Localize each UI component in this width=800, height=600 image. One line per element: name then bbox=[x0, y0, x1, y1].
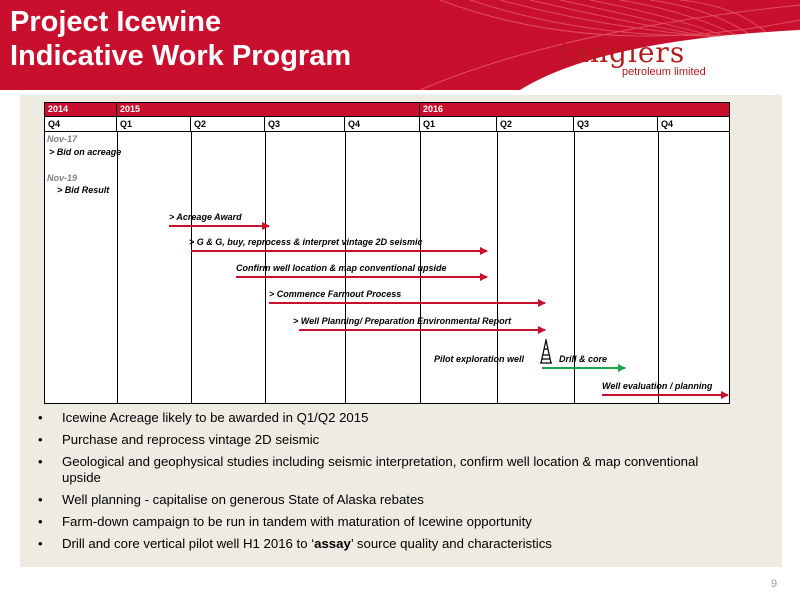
quarter-label: Q2 bbox=[191, 117, 265, 131]
quarter-label: Q4 bbox=[661, 119, 674, 129]
quarter-label: Q2 bbox=[497, 117, 574, 131]
year-label: 2014 bbox=[45, 103, 117, 116]
year-label: 2015 bbox=[117, 103, 420, 116]
bullet-marker: • bbox=[38, 514, 43, 529]
milestone-label: > Bid Result bbox=[57, 185, 110, 195]
bullet-item: • Geological and geophysical studies including seismic interpretation, confirm well location & map conventional upside bbox=[38, 454, 699, 485]
bullet-marker: • bbox=[38, 492, 43, 507]
bullet-item: • Purchase and reprocess vintage 2D seismic bbox=[38, 432, 320, 447]
task-label: Confirm well location & map conventional upside bbox=[236, 263, 447, 273]
gantt-arrows bbox=[45, 103, 731, 405]
company-logo-subtitle: petroleum limited bbox=[622, 66, 706, 78]
task-label: Drill & core bbox=[559, 354, 608, 364]
bullet-marker: • bbox=[38, 536, 43, 551]
emphasis-assay: assay bbox=[314, 536, 351, 551]
year-label: 2016 bbox=[423, 104, 444, 114]
bullet-item: • Icewine Acreage likely to be awarded in Q1/Q2 2015 bbox=[38, 410, 369, 425]
slide-title-line2: Indicative Work Program bbox=[10, 40, 352, 72]
task-label: Well evaluation / planning bbox=[602, 381, 713, 391]
bullet-item: • Well planning - capitalise on generous State of Alaska rebates bbox=[38, 492, 424, 507]
task-label: > Well Planning/ Preparation Environmental Report bbox=[293, 316, 512, 326]
quarter-label: Q3 bbox=[574, 117, 658, 131]
task-label: > Acreage Award bbox=[169, 212, 242, 222]
milestone-date: Nov-17 bbox=[47, 134, 78, 144]
quarter-label: Q1 bbox=[117, 117, 191, 131]
bullet-marker: • bbox=[38, 410, 43, 425]
task-label: > G & G, buy, reprocess & interpret vintage 2D seismic bbox=[189, 237, 423, 247]
bullet-marker: • bbox=[38, 454, 43, 469]
quarter-label: Q1 bbox=[420, 117, 497, 131]
slide-title-line1: Project Icewine bbox=[10, 6, 222, 38]
page-number: 9 bbox=[771, 578, 778, 590]
bullet-list bbox=[38, 410, 738, 558]
task-label: > Commence Farmout Process bbox=[269, 289, 402, 299]
milestone-date: Nov-19 bbox=[47, 173, 78, 183]
bullet-item: • Farm-down campaign to be run in tandem with maturation of Icewine opportunity bbox=[38, 514, 532, 529]
quarter-label: Q3 bbox=[265, 117, 345, 131]
bullet-marker: • bbox=[38, 432, 43, 447]
company-logo-wordmark: tangiers bbox=[560, 36, 686, 69]
gantt-chart bbox=[44, 102, 730, 404]
quarter-label: Q4 bbox=[45, 117, 117, 131]
bullet-item: • Drill and core vertical pilot well H1 2016 to ‘assay’ source quality and characteristics bbox=[38, 536, 552, 551]
task-label: Pilot exploration well bbox=[434, 354, 525, 364]
quarter-label: Q4 bbox=[345, 117, 420, 131]
milestone-label: > Bid on acreage bbox=[49, 147, 122, 157]
